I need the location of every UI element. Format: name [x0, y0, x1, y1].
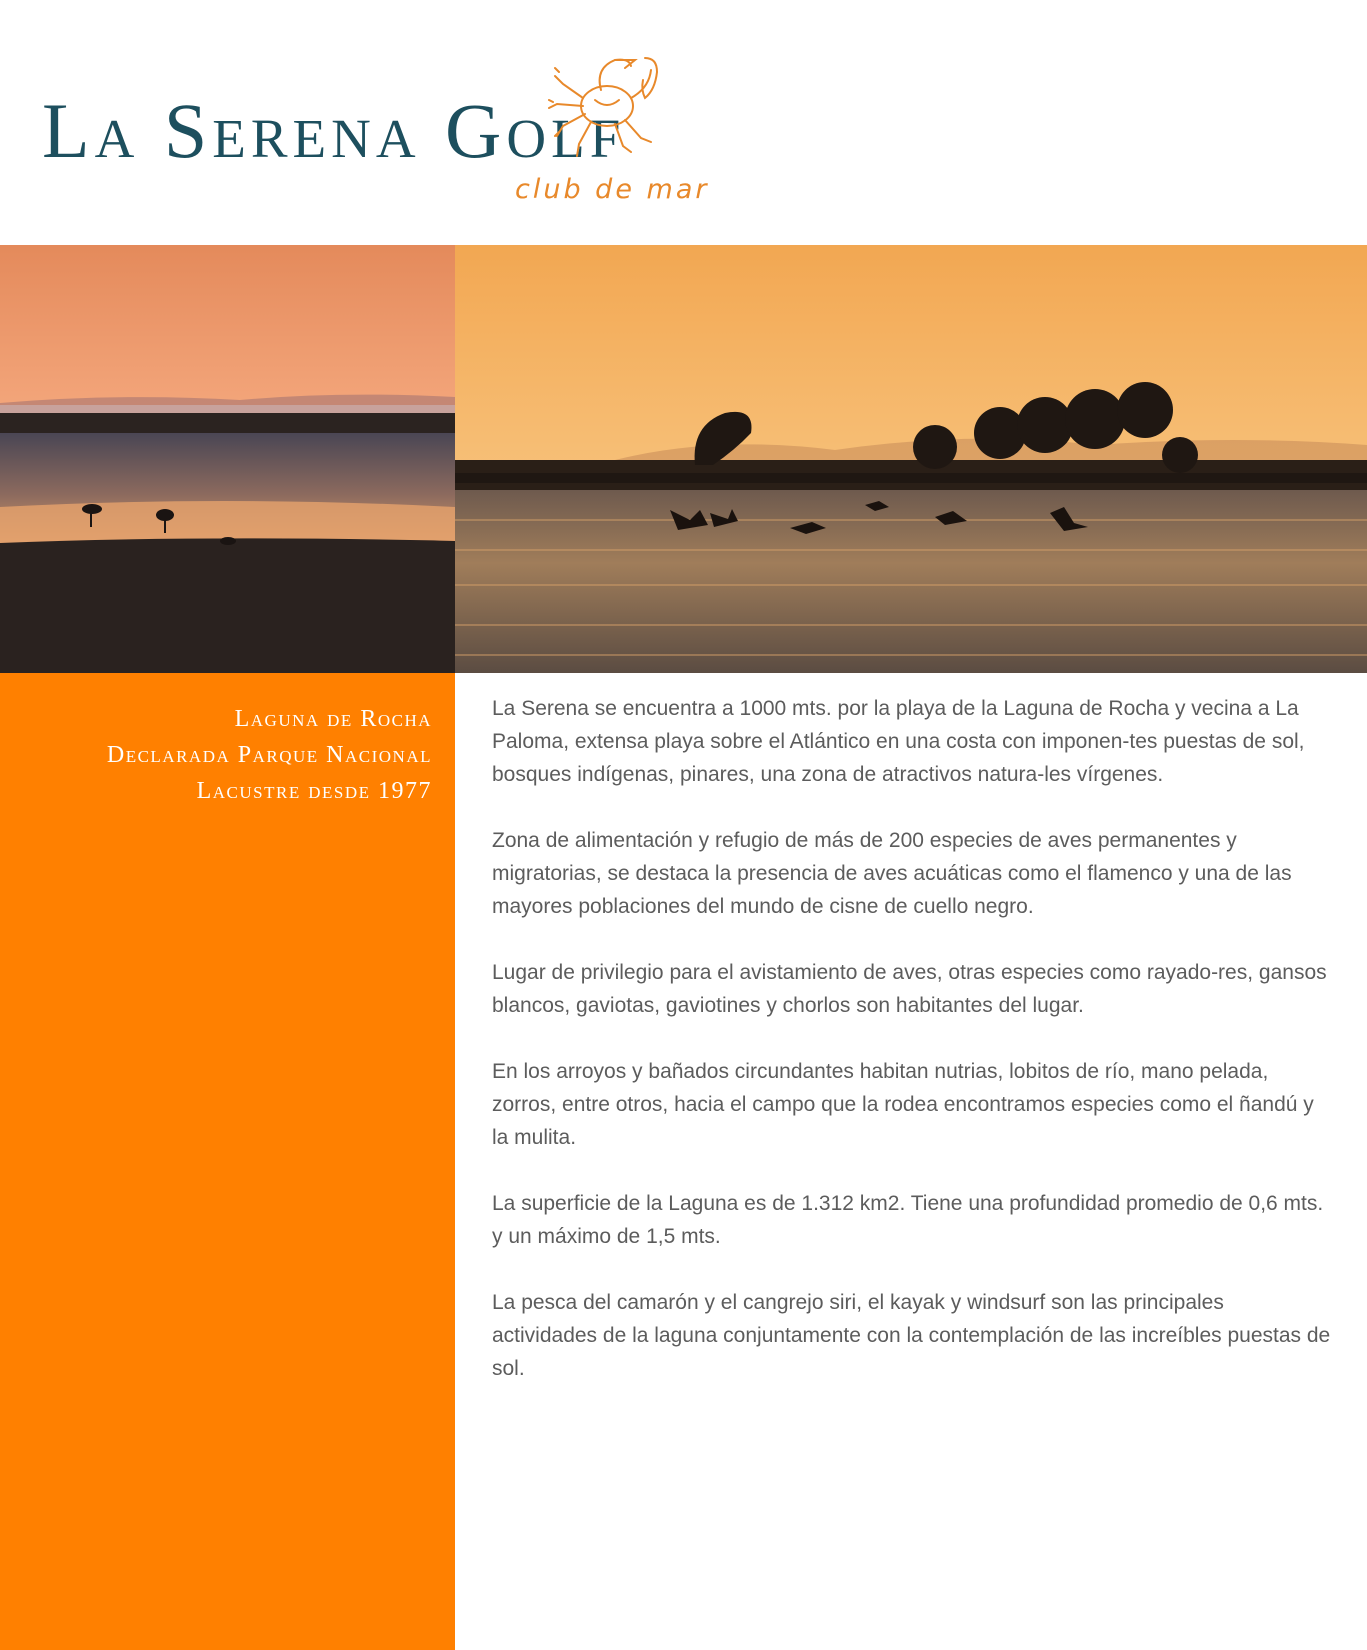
photo-lagoon-birds — [455, 245, 1367, 673]
brand-tagline: club de mar — [515, 174, 710, 205]
content-paragraph: La superficie de la Laguna es de 1.312 km2. Tiene una profundidad promedio de 0,6 mts. y un máximo de 1,5 mts. — [492, 1192, 1324, 1248]
sidebar-title-line: Laguna de Rocha — [234, 706, 432, 732]
sunset-shore-birds-photo — [0, 245, 455, 673]
sidebar-title-line: Lacustre desde 1977 — [196, 778, 432, 804]
sunset-lagoon-flying-birds-photo — [455, 245, 1367, 673]
sidebar-panel — [0, 673, 455, 1650]
content-paragraph: La pesca del camarón y el cangrejo siri, el kayak y windsurf son las principales actividades de la laguna conjuntamente con la contemplación de las increíbles puestas de sol. — [492, 1291, 1331, 1380]
crab-icon — [545, 38, 675, 168]
page-header — [0, 0, 1367, 245]
content-paragraph: En los arroyos y bañados circundantes habitan nutrias, lobitos de río, mano pelada, zorros, entre otros, hacia el campo que la rodea encontramos especies como el ñandú y la mulita. — [492, 1060, 1314, 1149]
main-content — [492, 692, 1332, 1418]
sidebar-title — [107, 701, 432, 809]
content-paragraph: Zona de alimentación y refugio de más de 200 especies de aves permanentes y migratorias, se destaca la presencia de aves acuáticas como el flamenco y una de las mayores poblaciones del mundo de cisne de cuello negro. — [492, 829, 1292, 918]
content-paragraph: Lugar de privilegio para el avistamiento de aves, otras especies como rayado-res, gansos blancos, gaviotas, gaviotines y chorlos son habitantes del lugar. — [492, 961, 1327, 1017]
content-paragraph: La Serena se encuentra a 1000 mts. por la playa de la Laguna de Rocha y vecina a La Paloma, extensa playa sobre el Atlántico en una costa con imponen-tes puestas de sol, bosques indígenas, pinares, una zona de atractivos natura-les vírgenes. — [492, 697, 1305, 786]
photo-shore-birds — [0, 245, 455, 673]
brand-name: La Serena Golf — [42, 87, 626, 174]
sidebar-title-line: Declarada Parque Nacional — [106, 742, 432, 768]
